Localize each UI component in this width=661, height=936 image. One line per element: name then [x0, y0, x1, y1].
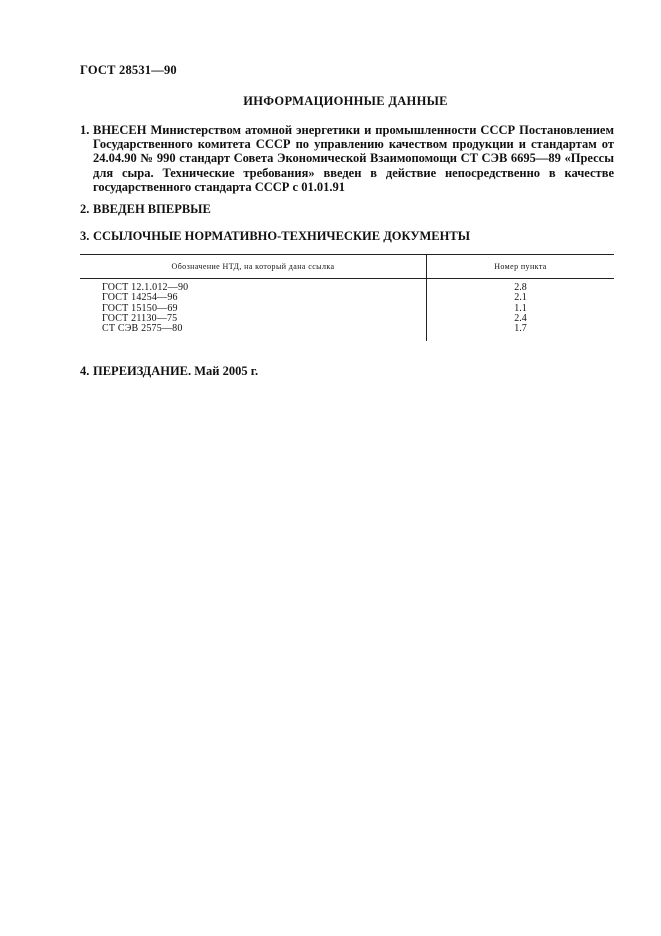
table-row	[80, 324, 614, 334]
info-item-references	[80, 229, 614, 243]
cell-clause: 2.4	[514, 312, 527, 324]
cell-designation: ГОСТ 15150—69	[102, 302, 178, 314]
cell-clause: 2.8	[514, 282, 527, 293]
cell-designation: СТ СЭВ 2575—80	[102, 323, 183, 335]
item-number: 3.	[80, 229, 90, 243]
table-header-rule	[80, 278, 614, 279]
cell-designation: ГОСТ 14254—96	[102, 292, 178, 304]
cell-designation: ГОСТ 21130—75	[102, 312, 178, 324]
table-header-designation: Обозначение НТД, на который дана ссылка	[171, 262, 335, 271]
item-text: ССЫЛОЧНЫЕ НОРМАТИВНО-ТЕХНИЧЕСКИЕ ДОКУМЕНТЫ	[93, 229, 470, 243]
item-text: ВВЕДЕН ВПЕРВЫЕ	[93, 202, 211, 216]
cell-clause: 1.1	[514, 302, 527, 314]
info-item-first-introduced	[80, 202, 614, 216]
cell-clause: 2.1	[514, 292, 527, 304]
item-text: ПЕРЕИЗДАНИЕ. Май 2005 г.	[93, 364, 259, 378]
section-heading: ИНФОРМАЦИОННЫЕ ДАННЫЕ	[243, 94, 448, 108]
references-table	[80, 254, 614, 341]
table-top-rule	[80, 254, 614, 255]
info-item-reissue	[80, 364, 614, 378]
info-item-introduced	[80, 123, 614, 194]
table-header-clause: Номер пункта	[494, 262, 547, 271]
item-text: ВНЕСЕН Министерством атомной энергетики и промышленности СССР Постановлением Государственного комитета СССР по управлению качеством продукции и стандартам от 24.04.90 № 990 стандарт Совета Экономической Взаимопомощи СТ СЭВ 6695—89 «Прессы для сыра. Технические требования» введен в действие непосредственно в качестве государственного стандарта СССР с 01.01.91	[93, 123, 614, 194]
cell-clause: 1.7	[514, 323, 527, 335]
item-number: 2.	[80, 202, 90, 216]
item-number: 4.	[80, 364, 90, 378]
cell-designation: ГОСТ 12.1.012—90	[102, 282, 189, 293]
document-code: ГОСТ 28531—90	[80, 63, 177, 77]
item-number: 1.	[80, 123, 90, 137]
table-body	[80, 283, 614, 334]
